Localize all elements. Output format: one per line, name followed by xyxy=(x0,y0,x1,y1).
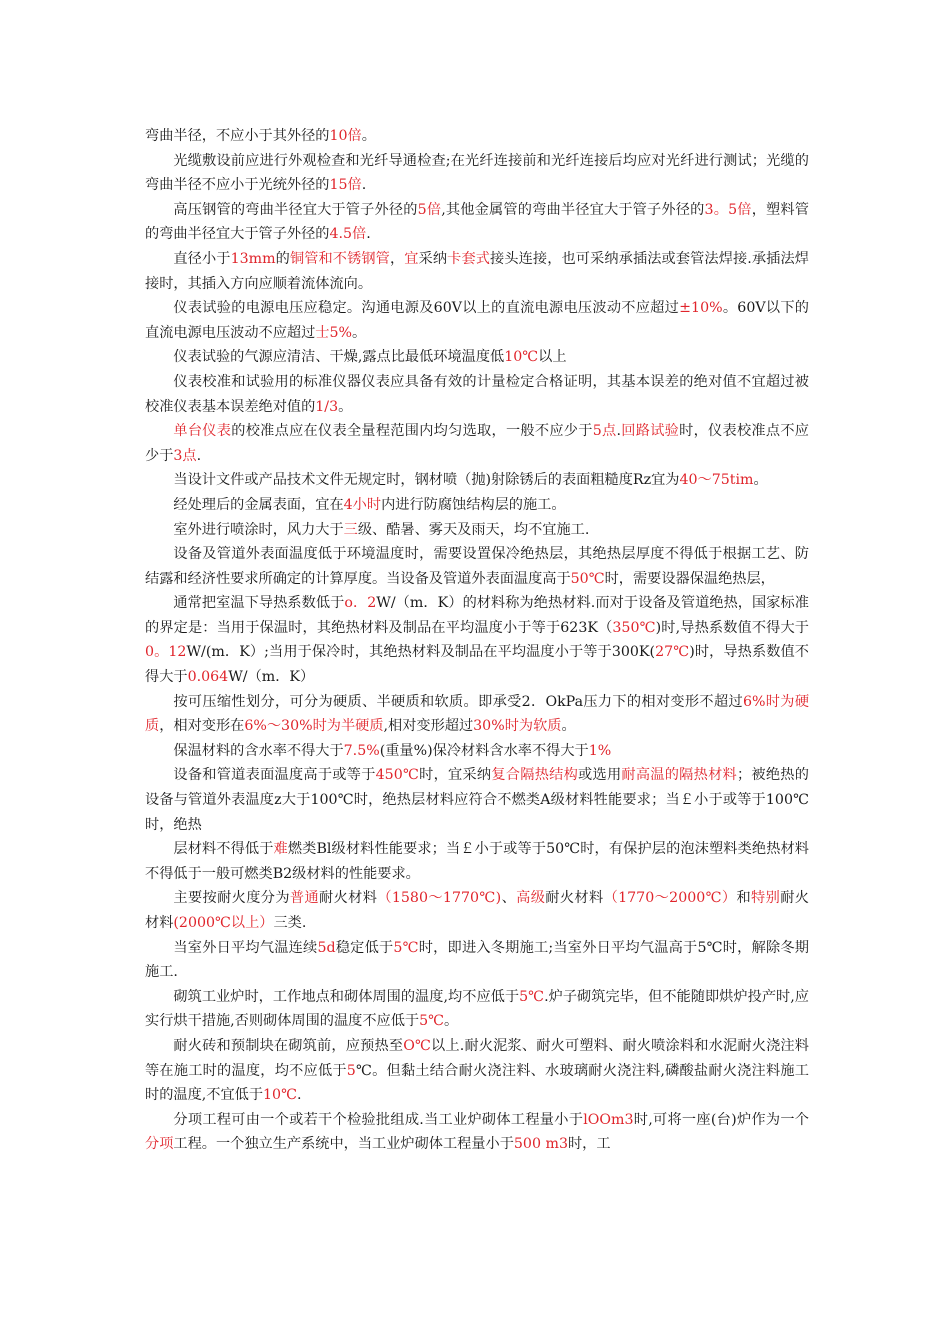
text-run: ,相对变形超过 xyxy=(383,718,474,735)
text-run: 保温材料的含水率不得大于 xyxy=(173,742,344,759)
text-run: 耐火砖和预制块在砌筑前，应预热至 xyxy=(173,1037,404,1054)
text-run: 接头连接，也可采纳承插法或套管法焊接.承插法焊接时，其插入方向应顺着流体流向。 xyxy=(145,250,809,292)
text-run: 和 xyxy=(736,890,752,907)
text-run: 通常把室温下导热系数低于 xyxy=(173,595,345,612)
paragraph xyxy=(145,124,809,149)
highlighted-text: 50℃ xyxy=(570,570,605,587)
text-run: . xyxy=(616,423,621,440)
text-run: 的校准点应在仪表全量程范围内均匀选取，一般不应少于 xyxy=(231,423,593,440)
highlighted-text: （1580～1770℃) xyxy=(377,890,502,907)
paragraph xyxy=(145,739,809,764)
paragraph xyxy=(145,763,809,837)
highlighted-text: 0。12 xyxy=(145,644,187,661)
text-run: 。 xyxy=(753,472,768,489)
text-run: )时,导热系数值不得大于 xyxy=(655,619,809,636)
highlighted-text: 27℃ xyxy=(655,644,690,661)
text-run: 时，工 xyxy=(567,1136,611,1153)
highlighted-text: 350℃ xyxy=(612,619,656,636)
paragraph xyxy=(145,419,809,468)
highlighted-text: 三 xyxy=(343,521,358,538)
text-run: 三类. xyxy=(273,915,307,931)
highlighted-text: 5℃ xyxy=(419,1013,444,1030)
highlighted-text: 分项 xyxy=(145,1136,174,1153)
paragraph xyxy=(145,296,809,345)
paragraph xyxy=(145,149,809,198)
text-run: 时,可将一座(台)炉作为一个 xyxy=(633,1111,809,1128)
text-run: 高压钢管的弯曲半径宜大于管子外径的 xyxy=(173,201,418,218)
text-run: 仪表试验的气源应清洁、干燥,露点比最低环境温度低 xyxy=(173,349,505,366)
highlighted-text: 500 m3 xyxy=(513,1136,568,1153)
text-run: 耐火材料 xyxy=(145,890,809,931)
highlighted-text: 10℃ xyxy=(504,349,539,366)
paragraph xyxy=(145,518,809,543)
text-run: 。 xyxy=(361,128,376,144)
highlighted-text: 3点 xyxy=(173,447,197,464)
highlighted-text: 5点 xyxy=(592,423,617,440)
highlighted-text: 4小时 xyxy=(343,496,382,513)
highlighted-text: 4.5倍 xyxy=(329,226,367,243)
highlighted-text: 5倍 xyxy=(417,201,442,218)
highlighted-text: 6%时为硬质 xyxy=(145,693,810,735)
highlighted-text: 复合隔热结构 xyxy=(491,767,579,784)
text-run: W/(m．K）;当用于保冷时，其绝热材料及制品在平均温度小于等于300K( xyxy=(186,644,656,661)
text-run: . xyxy=(196,447,202,464)
text-run: 当设计文件或产品技术文件无规定时，钢材喷（抛)射除锈后的表面粗糙度Rz宜为 xyxy=(173,472,680,489)
highlighted-text: 难 xyxy=(273,841,288,858)
text-run: 时，仪表校准点不应少于 xyxy=(145,423,809,464)
text-run: 直径小于 xyxy=(173,250,231,267)
text-run: 光缆敷设前应进行外观检查和光纤导通检查;在光纤连接前和光纤连接后均应对光纤进行测试；光缆的弯曲半径不应小于光统外径的 xyxy=(145,152,809,194)
text-run: . xyxy=(366,226,371,243)
highlighted-text: 13mm xyxy=(230,250,276,267)
text-run: ，塑料管的弯曲半径宜大于管子外径的 xyxy=(145,201,809,243)
highlighted-text: 10℃ xyxy=(263,1087,297,1104)
text-run: 室外进行喷涂时，风力大于 xyxy=(173,521,344,538)
text-run: 或选用 xyxy=(578,767,622,784)
highlighted-text: （1770～2000℃） xyxy=(603,890,737,907)
highlighted-text: 450℃ xyxy=(375,767,420,784)
highlighted-text: 30%时为软质 xyxy=(473,718,562,735)
text-run: W/（m．K）的材料称为绝热材料.而对于设备及管道绝热，国家标准的界定是：当用于保温时，其绝热材料及制品在平均温度小于等于623K（ xyxy=(145,595,809,636)
highlighted-text: 卡套式 xyxy=(447,250,491,267)
text-run: 内进行防腐蚀结构层的施工。 xyxy=(381,496,566,513)
text-run: ℃。但黏土结合耐火浇注料、水玻璃耐火浇注料,磷酸盐耐火浇注料施工时的温度,不宜低于 xyxy=(145,1062,809,1104)
text-run: W/（m．K） xyxy=(228,669,315,686)
highlighted-text: 回路试验 xyxy=(621,423,680,440)
highlighted-text: O℃ xyxy=(403,1037,432,1054)
highlighted-text: 耐高温的隔热材料 xyxy=(621,767,737,784)
highlighted-text: 5℃ xyxy=(393,939,419,956)
paragraph xyxy=(145,985,809,1034)
paragraph xyxy=(145,468,809,493)
highlighted-text: 铜管和不锈钢管 xyxy=(289,250,390,267)
paragraph xyxy=(145,542,809,591)
highlighted-text: 3。5倍 xyxy=(704,201,752,218)
text-run: 。 xyxy=(443,1013,459,1030)
text-run: 时，需要设器保温绝热层， xyxy=(604,570,775,587)
text-run: (重量%)保冷材料含水率不得大于 xyxy=(379,742,589,759)
paragraph xyxy=(145,198,809,247)
text-run: . xyxy=(296,1087,302,1104)
paragraph xyxy=(145,345,809,370)
highlighted-text: (2000℃以上） xyxy=(173,915,274,931)
text-run: 。 xyxy=(338,398,353,415)
paragraph xyxy=(145,1108,809,1157)
highlighted-text: 高级 xyxy=(516,890,546,907)
highlighted-text: ±10% xyxy=(679,300,723,317)
text-run: ， xyxy=(389,250,405,267)
text-run: 。 xyxy=(561,718,576,735)
highlighted-text: 5℃ xyxy=(519,988,545,1005)
text-run: 以上 xyxy=(538,349,567,366)
text-run: 按可压缩性划分，可分为硬质、半硬质和软质。即承受2．OkPa压力下的相对变形不超过 xyxy=(173,693,743,710)
paragraph xyxy=(145,247,809,296)
highlighted-text: 1/3 xyxy=(315,398,339,415)
paragraph xyxy=(145,1034,809,1108)
text-run: 。 xyxy=(351,324,367,341)
text-run: 层材料不得低于 xyxy=(173,841,274,858)
highlighted-text: 10倍 xyxy=(329,128,362,144)
text-run: 的 xyxy=(275,250,290,267)
paragraph xyxy=(145,370,809,419)
text-run: 当室外日平均气温连续 xyxy=(173,939,318,956)
highlighted-text: 40～75tim xyxy=(679,472,754,489)
highlighted-text: lOOm3 xyxy=(583,1111,634,1128)
paragraph xyxy=(145,591,809,689)
text-run: 设备和管道表面温度高于或等于 xyxy=(173,767,376,784)
paragraph xyxy=(145,837,809,886)
paragraph xyxy=(145,936,809,985)
text-run: )时，导热系数值不得大于 xyxy=(145,644,809,686)
highlighted-text: 5 xyxy=(346,1062,356,1079)
text-run: .炉子砌筑完毕，但不能随即烘炉投产时,应实行烘干措施,否则砌体周围的温度不应低于 xyxy=(145,988,809,1030)
text-run: 耐火材料 xyxy=(545,890,604,907)
text-run: 耐火材料 xyxy=(319,890,378,907)
text-run: 时，宜采纳 xyxy=(419,767,492,784)
highlighted-text: 宜 xyxy=(404,250,419,267)
highlighted-text: 15倍 xyxy=(329,177,362,194)
text-run: 燃类Bl级材料性能要求；当￡小于或等于50℃时，有保护层的泡沫塑料类绝热材料不得低于一般可燃类B2级材料的性能要求。 xyxy=(145,841,809,882)
text-run: 仪表校准和试验用的标准仪器仪表应具备有效的计量检定合格证明，其基本误差的绝对值不宜超过被校准仪表基本误差绝对值的 xyxy=(145,373,809,415)
highlighted-text: 特别 xyxy=(751,890,781,907)
text-run: 设备及管道外表面温度低于环境温度时，需要设置保冷绝热层，其绝热层厚度不得低于根据工艺、防结露和经济性要求所确定的计算厚度。当设备及管道外表面温度高于 xyxy=(145,546,809,587)
text-run: 砌筑工业炉时，工作地点和砌体周围的温度,均不应低于 xyxy=(173,988,520,1005)
text-run: 。60V以下的直流电源电压波动不应超过 xyxy=(145,300,809,341)
highlighted-text: 士5% xyxy=(315,324,352,341)
highlighted-text: 6%～30%时为半硬质 xyxy=(244,718,384,735)
text-run: ,其他金属管的弯曲半径宜大于管子外径的 xyxy=(441,201,705,218)
text-run: 、 xyxy=(501,890,517,907)
highlighted-text: 单台仪表 xyxy=(173,423,232,440)
document-body xyxy=(145,124,809,1157)
highlighted-text: o．2 xyxy=(344,595,377,612)
text-run: 弯曲半径，不应小于其外径的 xyxy=(145,128,330,144)
paragraph xyxy=(145,886,809,935)
text-run: 级、酷暑、雾天及雨天，均不宜施工. xyxy=(357,521,590,538)
highlighted-text: 0.064 xyxy=(187,669,229,686)
text-run: 工程。一个独立生产系统中，当工业炉砌体工程量小于 xyxy=(173,1136,514,1153)
text-run: 稳定低于 xyxy=(335,939,394,956)
paragraph xyxy=(145,493,809,518)
paragraph xyxy=(145,690,809,739)
text-run: 仪表试验的电源电压应稳定。沟通电源及60V以上的直流电源电压波动不应超过 xyxy=(173,300,680,317)
text-run: 采纳 xyxy=(418,250,448,267)
text-run: 经处理后的金属表面，宜在 xyxy=(173,496,344,513)
text-run: 时，即进入冬期施工;当室外日平均气温高于5℃时，解除冬期施工. xyxy=(145,939,809,981)
text-run: . xyxy=(361,177,367,194)
highlighted-text: 5d xyxy=(317,939,336,956)
text-run: 以上.耐火泥浆、耐火可塑料、耐火喷涂料和水泥耐火浇注料等在施工时的温度，均不应低于 xyxy=(145,1037,809,1079)
highlighted-text: 普通 xyxy=(289,890,320,907)
text-run: ，相对变形在 xyxy=(159,718,245,735)
highlighted-text: 7.5% xyxy=(343,742,380,759)
text-run: 分项工程可由一个或若干个检验批组成.当工业炉砌体工程量小于 xyxy=(173,1111,584,1128)
text-run: ；被绝热的设备与管道外表温度z大于100℃时，绝热层材料应符合不燃类A级材料牲能要求；当￡小于或等于100℃时，绝热 xyxy=(145,767,809,833)
text-run: 主要按耐火度分为 xyxy=(173,890,290,907)
highlighted-text: 1% xyxy=(588,742,612,759)
